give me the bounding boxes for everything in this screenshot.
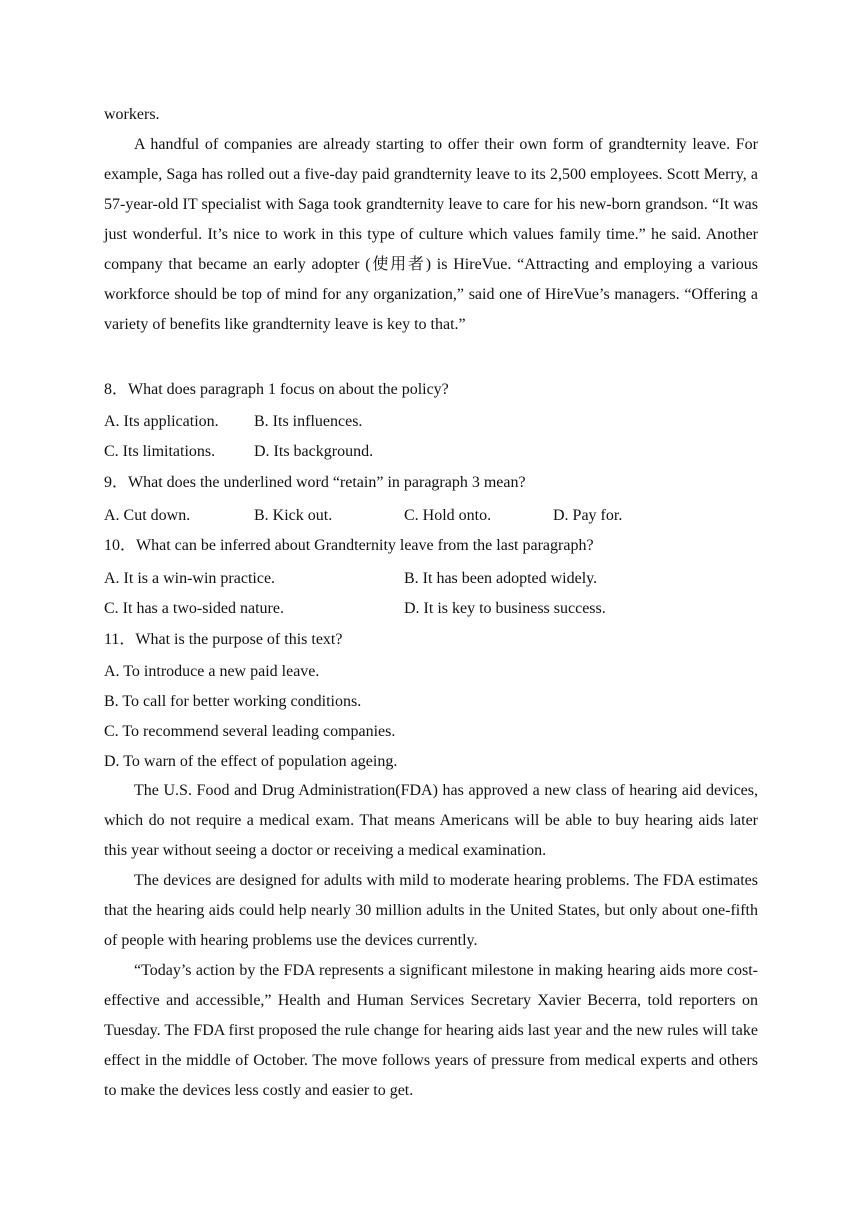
question-8-stem: 8．What does paragraph 1 focus on about the policy? (104, 381, 449, 398)
question-9-option-d: D. Pay for. (553, 507, 623, 524)
question-10-option-b: B. It has been adopted widely. (404, 570, 598, 587)
question-11-stem: 11．What is the purpose of this text? (104, 631, 343, 648)
question-11-option-c: C. To recommend several leading companies. (104, 723, 396, 740)
passage2-paragraph-1: The U.S. Food and Drug Administration(FDA) has approved a new class of hearing aid devices, which do not require a medical exam. That means Americans will be able to buy hearing aids later this year without seeing a doctor or receiving a medical examination. (104, 782, 758, 859)
question-8-option-c: C. Its limitations. (104, 443, 216, 460)
question-10-stem: 10．What can be inferred about Grandternity leave from the last paragraph? (104, 537, 594, 554)
passage1-paragraph-4: A handful of companies are already starting to offer their own form of grandternity leave. For example, Saga has rolled out a five-day paid grandternity leave to its 2,500 employees. Scott Merry, a 57-year-old IT specialist with Saga took grandternity leave to care for his new-born grandson. “It was just wonderful. It’s nice to work in this type of culture which values family time.” he said. Another company that became an early adopter (使用者) is HireVue. “Attracting and employing a various workforce should be top of mind for any organization,” said one of HireVue’s managers. “Offering a variety of benefits like grandternity leave is key to that.” (104, 136, 758, 333)
question-10-option-a: A. It is a win-win practice. (104, 570, 276, 587)
passage1-tail: workers. (104, 106, 160, 123)
passage2-paragraph-3: “Today’s action by the FDA represents a significant milestone in making hearing aids more cost-effective and accessible,” Health and Human Services Secretary Xavier Becerra, told reporters on Tuesday. The FDA first proposed the rule change for hearing aids last year and the new rules will take effect in the middle of October. The move follows years of pressure from medical experts and others to make the devices less costly and easier to get. (104, 962, 758, 1099)
question-8-option-d: D. Its background. (254, 443, 374, 460)
question-11-option-b: B. To call for better working conditions. (104, 693, 362, 710)
question-9-option-c: C. Hold onto. (404, 507, 492, 524)
question-9-option-a: A. Cut down. (104, 507, 191, 524)
question-10-option-c: C. It has a two-sided nature. (104, 600, 284, 617)
passage2-paragraph-2: The devices are designed for adults with mild to moderate hearing problems. The FDA estimates that the hearing aids could help nearly 30 million adults in the United States, but only about one-fifth of people with hearing problems use the devices currently. (104, 872, 758, 949)
question-8-option-a: A. Its application. (104, 413, 219, 430)
question-11-option-a: A. To introduce a new paid leave. (104, 663, 320, 680)
question-8-option-b: B. Its influences. (254, 413, 363, 430)
question-10-option-d: D. It is key to business success. (404, 600, 606, 617)
question-9-option-b: B. Kick out. (254, 507, 333, 524)
question-9-stem: 9．What does the underlined word “retain” in paragraph 3 mean? (104, 474, 526, 491)
question-11-option-d: D. To warn of the effect of population ageing. (104, 753, 398, 770)
